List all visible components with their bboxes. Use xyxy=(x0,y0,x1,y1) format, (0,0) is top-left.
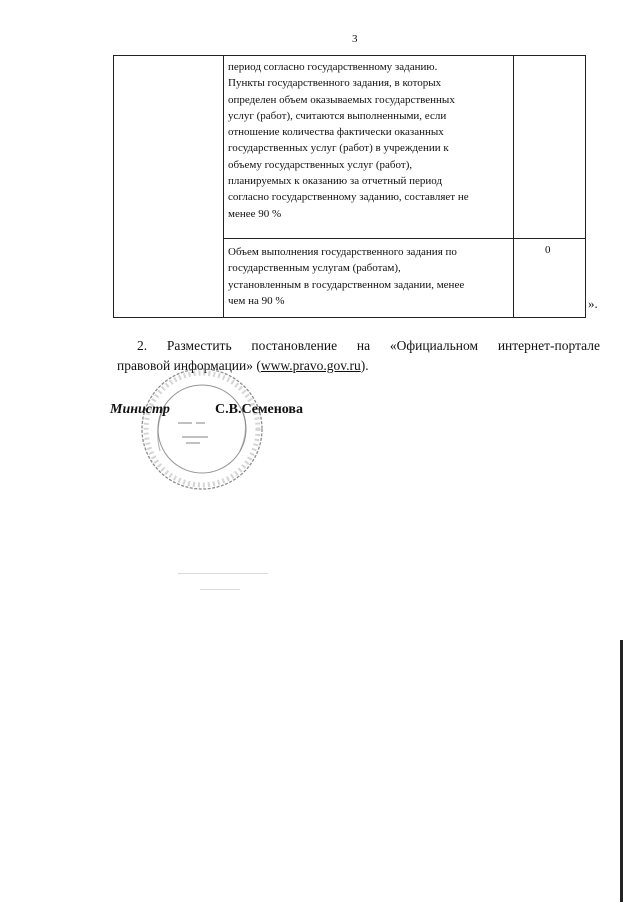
cell-line: чем на 90 % xyxy=(228,294,285,307)
cell-line: Пункты государственного задания, в которых xyxy=(228,77,442,90)
table-row-divider xyxy=(223,238,586,239)
pravo-link[interactable]: www.pravo.gov.ru xyxy=(260,358,361,373)
signatory-name: С.В.Семенова xyxy=(215,402,303,417)
cell-line: менее 90 % xyxy=(228,207,282,220)
cell-line: согласно государственному заданию, составляет не xyxy=(228,191,469,204)
cell-line: государственным услугам (работам), xyxy=(228,262,401,275)
table-cell-row2-description xyxy=(228,244,464,309)
cell-line: период согласно государственному заданию. xyxy=(228,61,438,73)
signatory-title: Министр xyxy=(110,402,170,417)
cell-line: государственных услуг (работ) в учреждении к xyxy=(228,142,449,155)
paragraph-line-1: 2. Разместить постановление на «Официальном интернет-портале xyxy=(137,338,600,353)
cell-line: Объем выполнения государственного задания по xyxy=(228,246,457,258)
table-col-divider-1 xyxy=(223,55,224,318)
cell-line: услуг (работ), считаются выполненными, если xyxy=(228,109,447,122)
cell-line: установленным в государственном задании, менее xyxy=(228,278,465,291)
table-col-divider-2 xyxy=(513,55,514,318)
table-border-top xyxy=(113,55,586,56)
closing-quote: ». xyxy=(588,296,598,311)
table-cell-row1-description xyxy=(228,59,469,222)
paragraph-text: правовой информации» ( xyxy=(117,358,261,373)
official-seal-stamp xyxy=(138,365,266,493)
table-border-left xyxy=(113,55,114,318)
page-number: 3 xyxy=(352,33,358,45)
scan-artifact xyxy=(178,573,268,574)
cell-line: определен объем оказываемых государственных xyxy=(228,93,455,106)
scan-edge-line xyxy=(620,640,623,902)
scan-artifact xyxy=(200,589,240,590)
cell-line: отношение количества фактически оказанных xyxy=(228,126,444,139)
table-border-right xyxy=(585,55,586,318)
cell-line: объему государственных услуг (работ), xyxy=(228,158,413,171)
cell-line: планируемых к оказанию за отчетный период xyxy=(228,175,443,188)
table-border-bottom xyxy=(113,317,586,318)
paragraph-text: ). xyxy=(360,358,369,373)
table-cell-row2-value: 0 xyxy=(545,244,551,256)
table xyxy=(113,55,604,318)
